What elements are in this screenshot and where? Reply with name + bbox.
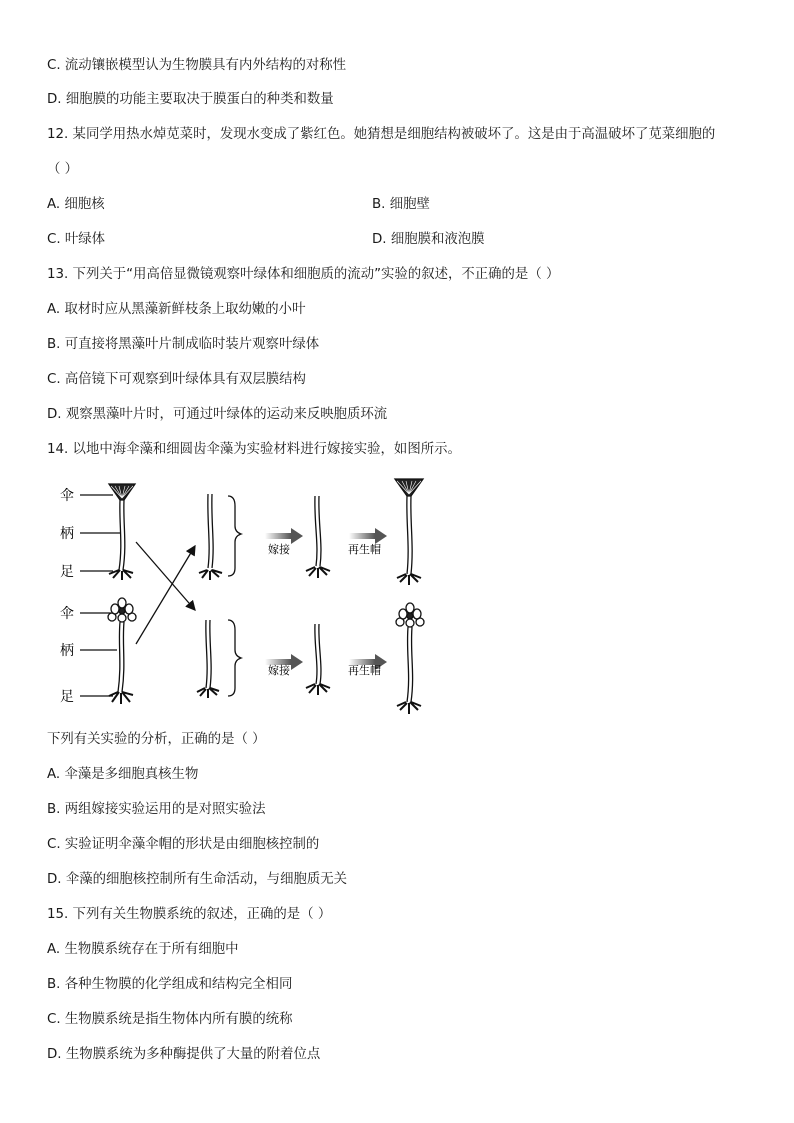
question-13: 13. 下列关于“用高倍显微镜观察叶绿体和细胞质的流动”实验的叙述，不正确的是（ ） xyxy=(47,267,560,282)
leader-lines xyxy=(80,495,121,696)
label-foot-top: 足 xyxy=(60,564,74,580)
option-c-q13: C. 高倍镜下可观察到叶绿体具有双层膜结构 xyxy=(47,372,306,387)
option-d-q13: D. 观察黑藻叶片时，可通过叶绿体的运动来反映胞质环流 xyxy=(47,407,388,422)
graft-label-bottom: 嫁接 xyxy=(268,664,290,677)
option-b-q14: B. 两组嫁接实验运用的是对照实验法 xyxy=(47,802,266,817)
option-a-q15: A. 生物膜系统存在于所有细胞中 xyxy=(47,942,239,957)
option-b-q13: B. 可直接将黑藻叶片制成临时装片观察叶绿体 xyxy=(47,337,320,352)
option-c-q14: C. 实验证明伞藻伞帽的形状是由细胞核控制的 xyxy=(47,837,320,852)
question-14: 14. 以地中海伞藻和细圆齿伞藻为实验材料进行嫁接实验，如图所示。 xyxy=(47,442,461,457)
option-d-q12: D. 细胞膜和液泡膜 xyxy=(372,232,485,247)
option-d-q14: D. 伞藻的细胞核控制所有生命活动，与细胞质无关 xyxy=(47,872,348,887)
label-stalk-top: 柄 xyxy=(60,526,74,542)
option-a-q14: A. 伞藻是多细胞真核生物 xyxy=(47,767,199,782)
grafted-result-top xyxy=(306,496,330,578)
label-cap-top: 伞 xyxy=(60,488,74,504)
organism-cren-original xyxy=(108,598,136,704)
question-14-stem: 下列有关实验的分析，正确的是（ ） xyxy=(47,732,266,747)
option-b-q15: B. 各种生物膜的化学组成和结构完全相同 xyxy=(47,977,293,992)
grafted-piece-top xyxy=(199,494,241,580)
grafting-figure xyxy=(47,474,467,726)
grafted-piece-bottom xyxy=(197,620,241,698)
regen-arrow-top xyxy=(348,528,387,556)
graft-label-top: 嫁接 xyxy=(268,543,290,556)
regen-label-bottom: 再生帽 xyxy=(348,664,381,677)
option-d-q15: D. 生物膜系统为多种酶提供了大量的附着位点 xyxy=(47,1047,321,1062)
question-15: 15. 下列有关生物膜系统的叙述，正确的是（ ） xyxy=(47,907,332,922)
label-foot-bottom: 足 xyxy=(60,689,74,705)
option-c-q15: C. 生物膜系统是指生物体内所有膜的统称 xyxy=(47,1012,293,1027)
grafted-result-bottom xyxy=(306,624,330,695)
option-a-q13: A. 取材时应从黑藻新鲜枝条上取幼嫩的小叶 xyxy=(47,302,306,317)
question-12-blank: （ ） xyxy=(47,162,79,177)
line-c-q11: C. 流动镶嵌模型认为生物膜具有内外结构的对称性 xyxy=(47,58,347,73)
label-cap-bottom: 伞 xyxy=(60,606,74,622)
question-12: 12. 某同学用热水焯苋菜时，发现水变成了紫红色。她猜想是细胞结构被破坏了。这是由于高温破坏了苋菜细胞的 xyxy=(47,127,716,142)
graft-arrow-top xyxy=(265,528,303,556)
label-stalk-bottom: 柄 xyxy=(60,643,74,659)
option-a-q12: A. 细胞核 xyxy=(47,197,105,212)
regen-arrow-bottom xyxy=(348,654,387,677)
graft-arrow-bottom xyxy=(265,654,303,677)
regenerated-umbrella xyxy=(395,479,423,585)
crossing-arrows xyxy=(136,542,195,644)
regenerated-flower xyxy=(396,603,424,714)
flower-cap-original xyxy=(108,598,136,622)
line-d-q11: D. 细胞膜的功能主要取决于膜蛋白的种类和数量 xyxy=(47,92,334,107)
option-b-q12: B. 细胞壁 xyxy=(372,197,430,212)
regen-label-top: 再生帽 xyxy=(348,543,381,556)
organism-med-original xyxy=(109,484,135,580)
option-c-q12: C. 叶绿体 xyxy=(47,232,106,247)
